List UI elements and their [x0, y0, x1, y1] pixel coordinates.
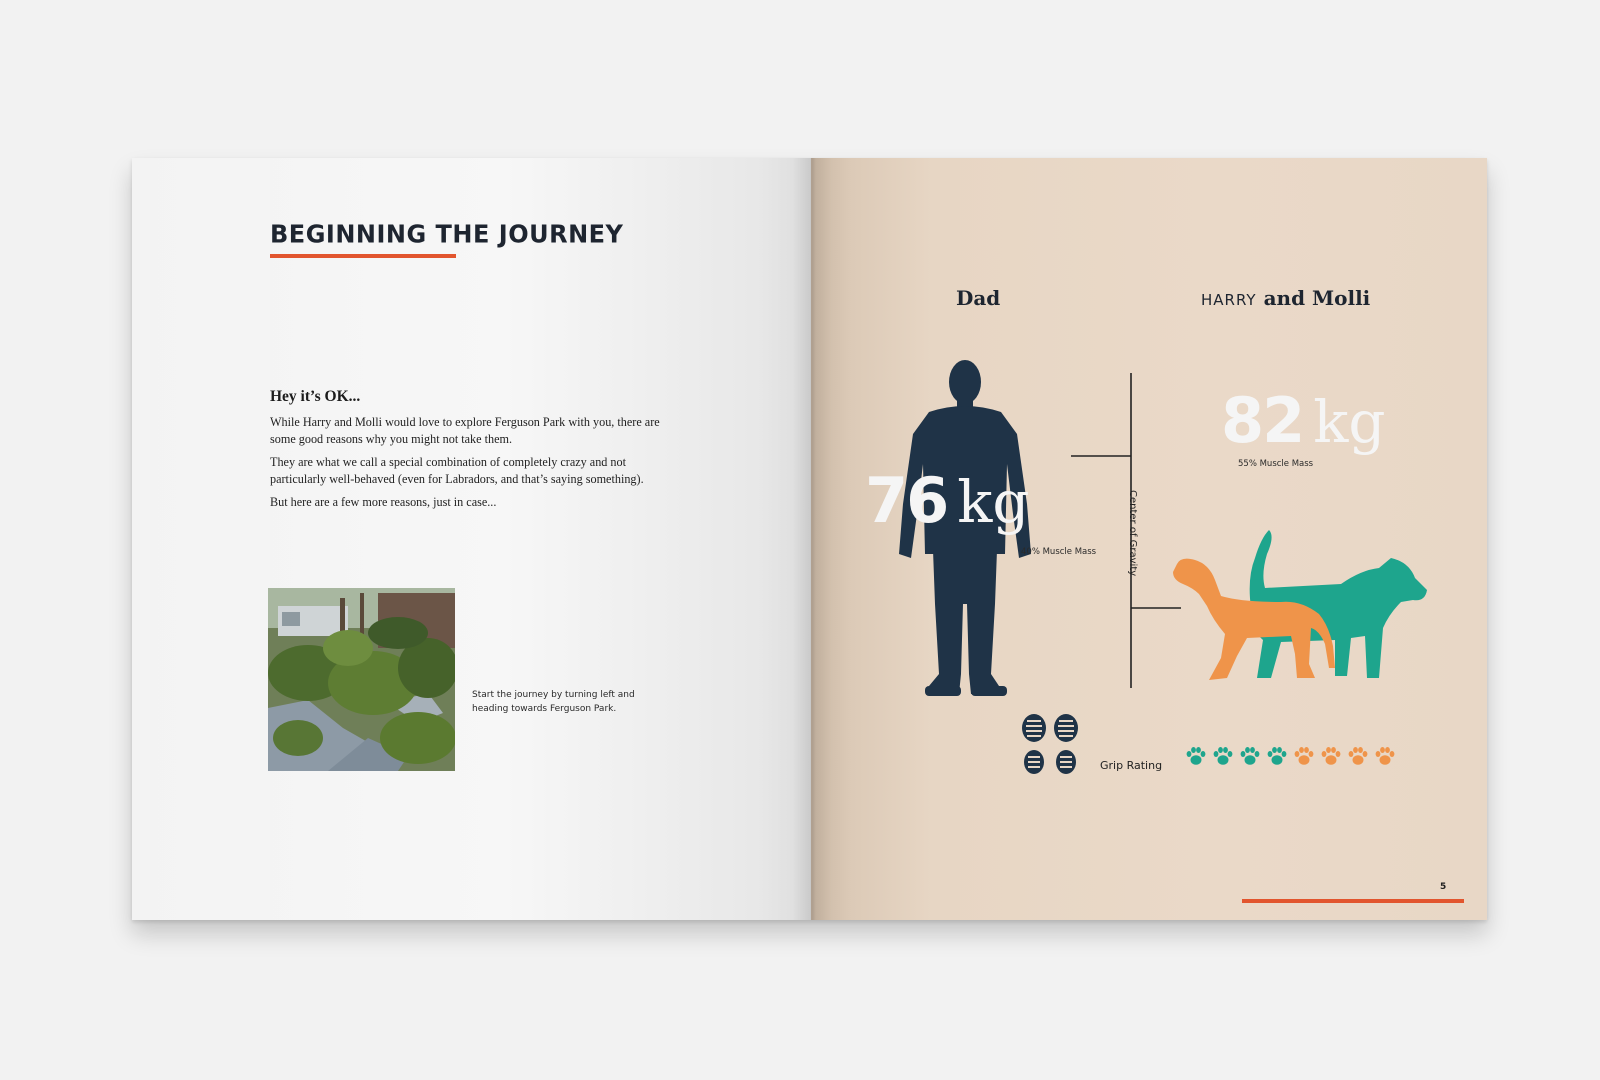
- left-page: [132, 158, 811, 920]
- dad-label: Dad: [956, 286, 1001, 310]
- subheading: Hey it’s OK...: [270, 388, 361, 405]
- paw-print-icon: [1320, 745, 1342, 767]
- dad-weight-unit: kg: [957, 468, 1030, 536]
- brochure-spread: [132, 158, 1487, 920]
- paw-print-icon: [1239, 745, 1261, 767]
- paragraph-1: While Harry and Molli would love to explore Ferguson Park with you, there are some good reasons why you might not take them.: [270, 415, 660, 446]
- dad-muscle-mass: 40% Muscle Mass: [1021, 547, 1097, 557]
- paw-print-icon: [1212, 745, 1234, 767]
- garden-path-photo: [268, 588, 455, 771]
- dogs-label-rest: and Molli: [1263, 286, 1371, 310]
- right-page: [811, 158, 1487, 920]
- center-of-gravity-label: Center of Gravity: [1127, 490, 1138, 577]
- paw-print-icon: [1266, 745, 1288, 767]
- dad-weight-number: 76: [865, 464, 948, 537]
- dogs-muscle-mass: 55% Muscle Mass: [1238, 459, 1314, 469]
- dad-weight: [865, 464, 1030, 537]
- dog-silhouette-icon: [1151, 518, 1451, 698]
- dogs-weight: [1221, 384, 1386, 457]
- paw-print-icon: [1347, 745, 1369, 767]
- paragraph-2: They are what we call a special combination of completely crazy and not particularly well-behaved (even for Labradors, and that’s saying something).: [270, 455, 644, 486]
- photo-caption: Start the journey by turning left and heading towards Ferguson Park.: [472, 690, 635, 714]
- body-text: [270, 414, 670, 518]
- garden-photo-illustration: [268, 588, 455, 771]
- grip-rating-paws: [1185, 743, 1396, 769]
- page-title: BEGINNING THE JOURNEY: [270, 219, 624, 249]
- dogs-weight-unit: kg: [1313, 388, 1386, 456]
- paragraph-3: But here are a few more reasons, just in case...: [270, 495, 497, 509]
- paw-print-icon: [1374, 745, 1396, 767]
- boot-prints-icon: [1017, 714, 1083, 776]
- dogs-label-harry: HARRY: [1201, 291, 1257, 309]
- dogs-label: [1201, 286, 1370, 310]
- paw-print-icon: [1293, 745, 1315, 767]
- paw-print-icon: [1185, 745, 1207, 767]
- title-underline: [270, 254, 456, 258]
- grip-rating-label: Grip Rating: [1100, 759, 1163, 772]
- page-number: 5: [1440, 882, 1447, 892]
- footer-accent-bar: [1242, 899, 1464, 903]
- dogs-weight-number: 82: [1221, 384, 1304, 457]
